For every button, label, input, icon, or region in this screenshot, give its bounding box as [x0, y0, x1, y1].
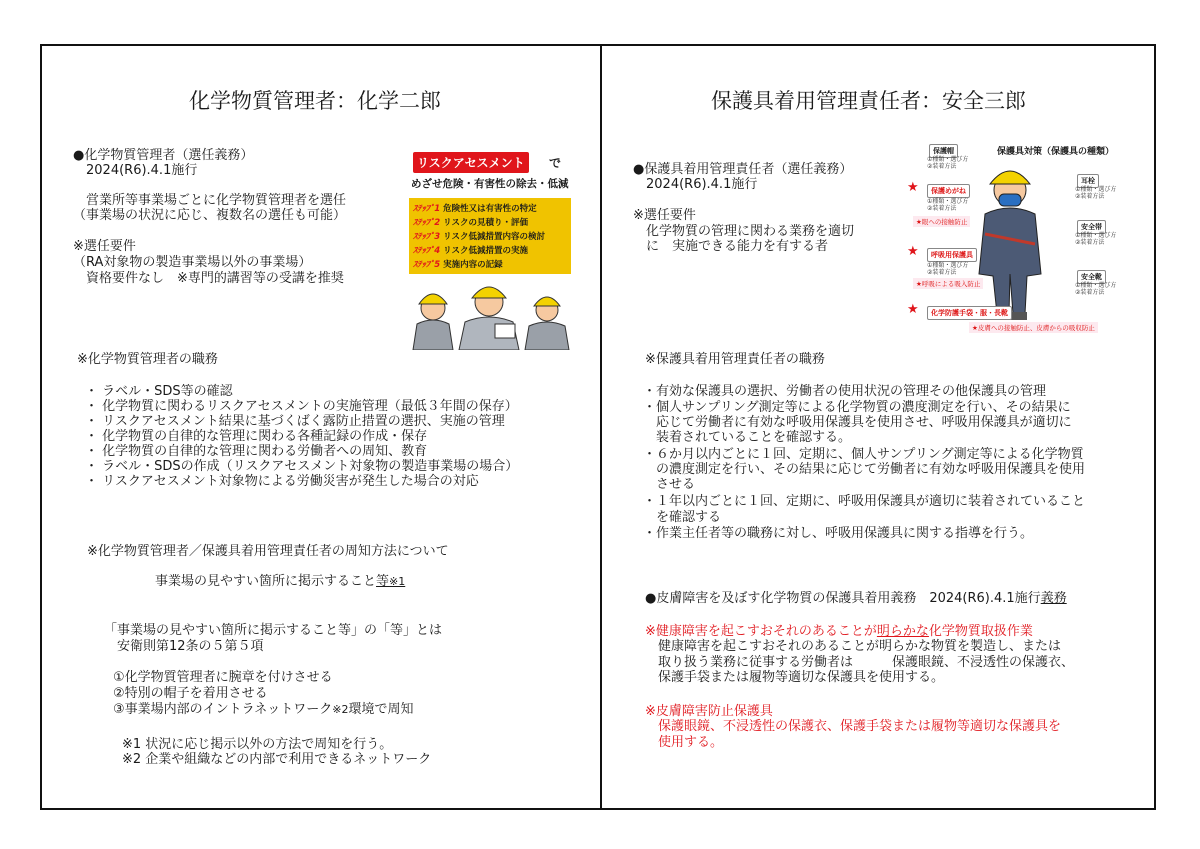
notice-main: 事業場の見やすい箇所に掲示すること等※1 — [155, 574, 406, 589]
left-req-1: ※選任要件 — [73, 239, 136, 254]
risk-assessment-illustration — [409, 150, 571, 350]
star-icon: ★ — [907, 180, 919, 195]
right-req-2: 化学物質の管理に関わる業務を適切 — [633, 224, 855, 239]
list-item: ・ リスクアセスメント結果に基づくばく露防止措置の選択、実施の管理 — [85, 414, 505, 429]
column-divider — [600, 44, 602, 810]
list-item: ・ 化学物質の自律的な管理に関わる労働者への周知、教育 — [85, 444, 428, 459]
etc-line-1: 「事業場の見やすい箇所に掲示すること等」の「等」とは — [104, 623, 443, 638]
ppe-illustration — [905, 140, 1120, 336]
list-item: ・ ラベル・SDS等の確認 — [85, 384, 233, 399]
worker-ppe-icon — [965, 154, 1055, 324]
ppe-bar-resp: ★呼吸による吸入防止 — [913, 278, 983, 289]
list-item: ・ ラベル・SDSの作成（リスクアセスメント対象物の製造事業場の場合） — [85, 459, 519, 474]
right-intro-2: 2024(R6).4.1施行 — [633, 177, 758, 192]
risk-line-3: 取り扱う業務に従事する労働者は 保護眼鏡、不浸透性の保護衣、 — [645, 655, 1075, 670]
list-item: 装着されていることを確認する。 — [643, 430, 852, 445]
left-select-2: （事業場の状況に応じ、複数名の選任も可能） — [73, 208, 347, 223]
ppe-label-helmet: 保護帽 — [929, 144, 958, 158]
ppe-label-earplug: 耳栓 — [1077, 174, 1099, 188]
ra-subtitle: めざせ危険・有害性の除去・低減 — [411, 178, 569, 190]
ppe-note: ①種類・選び方 ②装着方法 — [1075, 186, 1117, 200]
right-intro-1: ●保護具着用管理責任者（選任義務） — [633, 162, 853, 177]
skin-heading: ●皮膚障害を及ぼす化学物質の保護具着用義務 2024(R6).4.1施行義務 — [645, 591, 1067, 606]
ppe-label-goggles: 保護めがね — [927, 184, 970, 198]
left-intro-1: ●化学物質管理者（選任義務） — [73, 148, 254, 163]
ra-title-tail: で — [549, 156, 562, 170]
etc-line-2: 安衛則第12条の５第５項 — [104, 639, 264, 654]
ppe-label-shoes: 安全靴 — [1077, 270, 1106, 284]
list-item: ・作業主任者等の職務に対し、呼吸用保護具に関する指導を行う。 — [643, 526, 1034, 541]
list-item: ・１年以内ごとに１回、定期に、呼吸用保護具が適切に装着されていること — [643, 494, 1086, 509]
prevention-heading: ※皮膚障害防止保護具 — [645, 704, 773, 719]
ra-step: ｽﾃｯﾌﾟ5 実施内容の記録 — [413, 260, 503, 270]
ppe-label-harness: 安全帯 — [1077, 220, 1106, 234]
prevention-line-2: 保護眼鏡、不浸透性の保護衣、保護手袋または履物等適切な保護具を — [645, 719, 1062, 734]
ppe-note: ①種類・選び方 ②装着方法 — [927, 156, 969, 170]
risk-heading: ※健康障害を起こすおそれのあることが明らかな化学物質取扱作業 — [645, 624, 1033, 639]
ra-title: リスクアセスメント — [413, 152, 529, 173]
list-item: ・ 化学物質の自律的な管理に関わる各種記録の作成・保存 — [85, 429, 428, 444]
list-item: ・ 化学物質に関わるリスクアセスメントの実施管理（最低３年間の保存） — [85, 399, 518, 414]
ppe-note: ①種類・選び方 ②装着方法 — [1075, 282, 1117, 296]
method-2: ②特別の帽子を着用させる — [113, 686, 268, 701]
left-select-1: 営業所等事業場ごとに化学物質管理者を選任 — [73, 193, 347, 208]
ra-step: ｽﾃｯﾌﾟ1 危険性又は有害性の特定 — [413, 204, 537, 214]
workers-icon — [409, 274, 571, 350]
ppe-note: ①種類・選び方 ②装着方法 — [927, 198, 969, 212]
left-req-2: （RA対象物の製造事業場以外の事業場） — [73, 255, 312, 270]
notice-heading: ※化学物質管理者／保護具着用管理責任者の周知方法について — [87, 544, 449, 559]
right-req-3: に 実施できる能力を有する者 — [633, 239, 829, 254]
ppe-note: ①種類・選び方 ②装着方法 — [927, 262, 969, 276]
ppe-label-chemical: 化学防護手袋・服・長靴 — [927, 306, 1012, 320]
right-req-1: ※選任要件 — [633, 208, 696, 223]
list-item: の濃度測定を行い、その結果に応じて労働者に有効な呼吸用保護具を使用 — [643, 462, 1086, 477]
ra-steps-box — [409, 198, 571, 274]
ppe-label-respirator: 呼吸用保護具 — [927, 248, 977, 262]
risk-line-4: 保護手袋または履物等適切な保護具を使用する。 — [645, 670, 945, 685]
list-item: ・有効な保護具の選択、労働者の使用状況の管理その他保護具の管理 — [643, 384, 1047, 399]
list-item: ・６か月以内ごとに１回、定期に、個人サンプリング測定等による化学物質 — [643, 447, 1084, 462]
ra-step: ｽﾃｯﾌﾟ4 リスク低減措置の実施 — [413, 246, 529, 256]
ra-step: ｽﾃｯﾌﾟ3 リスク低減措置内容の検討 — [413, 232, 546, 242]
star-icon: ★ — [907, 244, 919, 259]
ppe-title: 保護具対策（保護具の種類） — [997, 147, 1115, 157]
left-intro-2: 2024(R6).4.1施行 — [73, 163, 198, 178]
list-item: させる — [643, 477, 696, 492]
star-icon: ★ — [907, 302, 919, 317]
ppe-note: ①種類・選び方 ②装着方法 — [1075, 232, 1117, 246]
left-duties-heading: ※化学物質管理者の職務 — [77, 352, 218, 367]
right-duties-heading: ※保護具着用管理責任者の職務 — [645, 352, 825, 367]
footnote-2: ※2 企業や組織などの内部で利用できるネットワーク — [122, 752, 432, 767]
method-1: ①化学物質管理者に腕章を付けさせる — [113, 670, 333, 685]
list-item: を確認する — [643, 510, 722, 525]
ra-step: ｽﾃｯﾌﾟ2 リスクの見積り・評価 — [413, 218, 529, 228]
ppe-bar-eye: ★眼への接触防止 — [913, 216, 970, 227]
footnote-1: ※1 状況に応じ掲示以外の方法で周知を行う。 — [122, 737, 393, 752]
ppe-bar-skin: ★皮膚への接触防止、皮膚からの吸収防止 — [969, 322, 1098, 333]
prevention-line-3: 使用する。 — [645, 735, 724, 750]
list-item: ・個人サンプリング測定等による化学物質の濃度測定を行い、その結果に — [643, 400, 1071, 415]
list-item: ・ リスクアセスメント対象物による労働災害が発生した場合の対応 — [85, 474, 479, 489]
right-title: 保護具着用管理責任者：安全三郎 — [711, 89, 1026, 113]
list-item: 応じて労働者に有効な呼吸用保護具を使用させ、呼吸用保護具が適切に — [643, 415, 1072, 430]
left-title: 化学物質管理者：化学二郎 — [189, 89, 441, 113]
left-req-3: 資格要件なし ※専門的講習等の受講を推奨 — [73, 271, 344, 286]
method-3: ③事業場内部のイントラネットワーク※2環境で周知 — [113, 702, 414, 717]
risk-line-2: 健康障害を起こすおそれのあることが明らかな物質を製造し、または — [645, 639, 1062, 654]
